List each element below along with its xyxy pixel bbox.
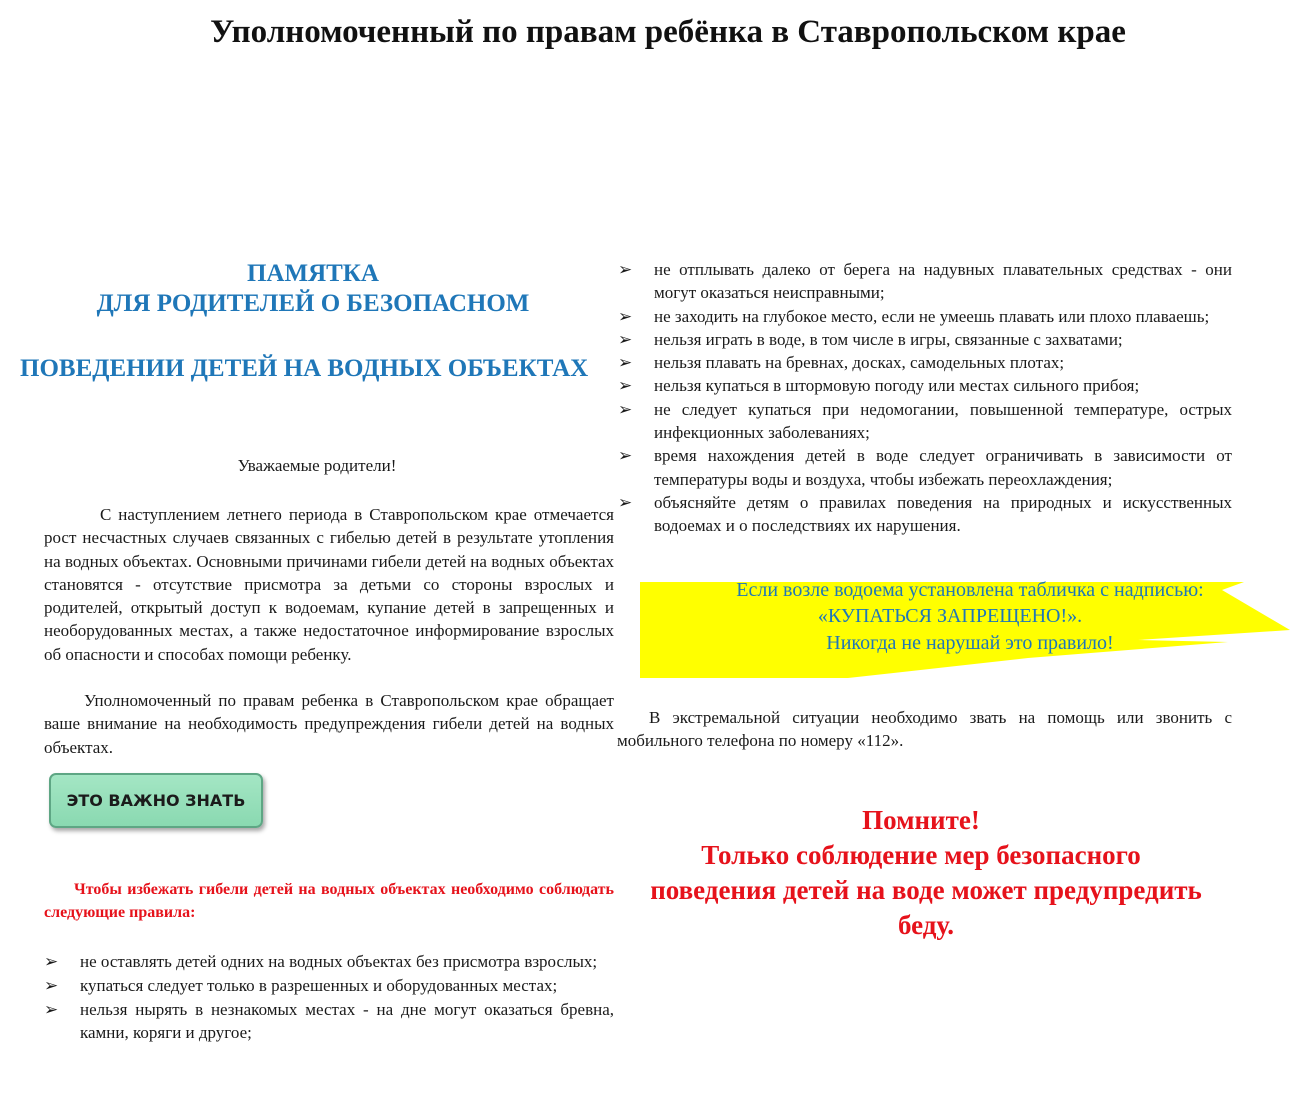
rule-text: не заходить на глубокое место, если не умеешь плавать или плохо плаваешь; xyxy=(654,306,1210,326)
intro-paragraph-1: С наступлением летнего периода в Ставропольском крае отмечается рост несчастных случаев связанных с гибелью детей в результате утопления на водных объектах. Основными причинами гибели детей на водных объектах становятся - отсутствие присмотра за детьми со стороны взрослых и родителей, открытый доступ к водоемам, купание детей в запрещенных и необорудованных местах, а также недостаточное информирование взрослых об опасности и способах помощи ребенку. xyxy=(44,505,614,664)
arrow-bullet-icon: ➢ xyxy=(618,306,633,326)
notice-line-3: Никогда не нарушай это правило! xyxy=(826,632,1114,654)
arrow-bullet-icon: ➢ xyxy=(618,329,633,349)
remember-line-4: беду. xyxy=(898,910,954,940)
rule-text: время нахождения детей в воде следует ограничивать в зависимости от температуры воды и воздуха, чтобы избежать переохлаждения; xyxy=(654,446,1232,489)
rule-text: нельзя купаться в штормовую погоду или местах сильного прибоя; xyxy=(654,376,1140,396)
arrow-bullet-icon: ➢ xyxy=(618,353,633,373)
arrow-bullet-icon: ➢ xyxy=(44,999,59,1019)
list-item xyxy=(618,328,1232,351)
list-item xyxy=(618,258,1232,305)
important-to-know-button[interactable]: ЭТО ВАЖНО ЗНАТЬ xyxy=(49,773,263,828)
list-item xyxy=(44,974,614,997)
list-item xyxy=(618,351,1232,374)
remember-line-2: Только соблюдение мер безопасного xyxy=(701,840,1141,870)
notice-line-2: «КУПАТЬСЯ ЗАПРЕЩЕНО!». xyxy=(817,605,1083,627)
rules-list-left xyxy=(44,950,614,1045)
arrow-bullet-icon: ➢ xyxy=(618,492,633,512)
arrow-bullet-icon: ➢ xyxy=(618,399,633,419)
list-item xyxy=(44,950,614,973)
arrow-bullet-icon: ➢ xyxy=(44,975,59,995)
list-item xyxy=(618,444,1232,491)
page-title: Уполномоченный по правам ребёнка в Ставропольском крае xyxy=(210,14,1126,50)
memo-title-line-1: ПАМЯТКА xyxy=(246,260,379,287)
list-item xyxy=(618,374,1232,397)
arrow-bullet-icon: ➢ xyxy=(44,952,59,971)
greeting: Уважаемые родители! xyxy=(237,456,397,475)
rule-text: нельзя нырять в незнакомых местах - на дне могут оказаться бревна, камни, коряги и другое; xyxy=(80,999,614,1042)
arrow-bullet-icon: ➢ xyxy=(618,446,633,466)
list-item xyxy=(618,491,1232,538)
rule-text: нельзя играть в воде, в том числе в игры, связанные с захватами; xyxy=(654,329,1123,349)
emergency-paragraph: В экстремальной ситуации необходимо звать на помощь или звонить с мобильного телефона по номеру «112». xyxy=(617,708,1232,751)
rules-heading: Чтобы избежать гибели детей на водных объектах необходимо соблюдать следующие правила: xyxy=(44,881,614,921)
list-item xyxy=(618,398,1232,445)
notice-line-1: Если возле водоема установлена табличка с надписью: xyxy=(736,579,1204,601)
memo-title-line-3: ПОВЕДЕНИИ ДЕТЕЙ НА ВОДНЫХ ОБЪЕКТАХ xyxy=(20,355,589,382)
rules-list-right xyxy=(618,258,1232,538)
list-item xyxy=(44,998,614,1045)
rule-text: нельзя плавать на бревнах, досках, самодельных плотах; xyxy=(654,353,1065,373)
rule-text: купаться следует только в разрешенных и оборудованных местах; xyxy=(80,975,558,995)
intro-paragraph-2: Уполномоченный по правам ребенка в Ставропольском крае обращает ваше внимание на необходимость предупреждения гибели детей на водных объектах. xyxy=(44,691,614,757)
memo-title-line-2: ДЛЯ РОДИТЕЛЕЙ О БЕЗОПАСНОМ xyxy=(96,290,530,317)
arrow-bullet-icon: ➢ xyxy=(618,376,633,396)
rule-text: не отплывать далеко от берега на надувных плавательных средствах - они могут оказаться неисправными; xyxy=(654,260,1232,303)
remember-line-1: Помните! xyxy=(862,805,980,835)
rule-text: не следует купаться при недомогании, повышенной температуре, острых инфекционных заболеваниях; xyxy=(654,399,1232,443)
arrow-bullet-icon: ➢ xyxy=(618,260,633,279)
remember-line-3: поведения детей на воде может предупредить xyxy=(650,875,1202,905)
rule-text: объясняйте детям о правилах поведения на природных и искусственных водоемах и о последствиях их нарушения. xyxy=(654,492,1232,536)
list-item xyxy=(618,305,1232,328)
rule-text: не оставлять детей одних на водных объектах без присмотра взрослых; xyxy=(80,952,598,971)
